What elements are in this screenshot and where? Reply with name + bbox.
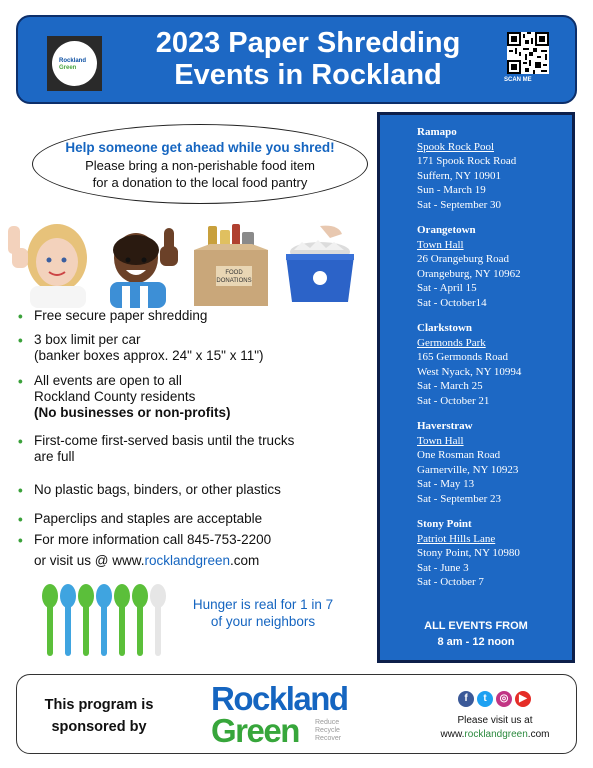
event-hours (380, 618, 572, 650)
bullet-text: No plastic bags, binders, or other plastics (34, 482, 281, 497)
website-suffix: .com (230, 553, 260, 568)
social-icons (458, 691, 538, 709)
list-item (18, 532, 343, 548)
bullet-text: First-come first-served basis until the trucks (34, 433, 295, 448)
event-venue-link[interactable]: Germonds Park (417, 336, 486, 349)
event-town: Haverstraw (417, 420, 473, 432)
bullet-text: All events are open to all (34, 373, 182, 388)
logo-word-green: Green (211, 712, 299, 749)
event-date: Sat - April 15 (417, 282, 477, 295)
box-label-line-1: FOOD (225, 270, 243, 276)
event-venue-link[interactable]: Town Hall (417, 434, 464, 447)
event-date: Sat - October 7 (417, 576, 484, 589)
bullet-icon: • (18, 333, 23, 348)
bullet-text: are full (34, 449, 75, 464)
header-banner (16, 15, 577, 104)
event-hours-line-1: ALL EVENTS FROM (424, 620, 528, 632)
logo-badge (52, 41, 97, 86)
donation-callout (32, 124, 368, 204)
page-title (128, 27, 488, 91)
bullet-icon: • (18, 374, 23, 389)
event-date: Sat - September 30 (417, 198, 502, 211)
sponsor-footer (16, 674, 577, 754)
event-address: 26 Orangeburg Road (417, 253, 510, 266)
logo-text-top: Rockland (59, 58, 87, 64)
spoons-illustration (40, 582, 172, 660)
event-date: Sat - May 13 (417, 478, 475, 491)
event-hours-line-2: 8 am - 12 noon (437, 636, 515, 648)
logo-text-bottom: Green (59, 65, 77, 71)
event-address: Stony Point, NY 10980 (417, 547, 520, 560)
event-city: Orangeburg, NY 10962 (417, 267, 521, 280)
bullet-text: (banker boxes approx. 24" x 15" x 11") (34, 348, 264, 363)
tagline-recycle: Recycle (315, 727, 340, 734)
qr-caption: SCAN ME (504, 77, 532, 83)
event-city: Suffern, NY 10901 (417, 169, 502, 182)
event-date: Sun - March 19 (417, 184, 486, 197)
event-venue-link[interactable]: Spook Rock Pool (417, 140, 495, 153)
event-address: 171 Spook Rock Road (417, 155, 517, 168)
event-date: Sat - June 3 (417, 561, 469, 574)
qr-code[interactable] (507, 32, 549, 74)
list-item (18, 308, 343, 324)
events-schedule-panel (377, 112, 575, 663)
event-town: Stony Point (417, 518, 472, 530)
sponsor-line-2: sponsored by (51, 719, 147, 735)
sponsor-text (39, 694, 159, 738)
boy-thumbs-up-photo (100, 214, 186, 308)
bullet-text-bold: (No businesses or non-profits) (34, 405, 231, 420)
url-accent: rocklandgreen (464, 729, 528, 740)
bullet-icon: • (18, 512, 23, 527)
callout-line-1: Please bring a non-perishable food item (85, 158, 315, 173)
list-item (18, 332, 343, 364)
bullet-text: Free secure paper shredding (34, 308, 208, 323)
title-line-1: 2023 Paper Shredding (155, 27, 461, 59)
hunger-message (178, 596, 348, 630)
girl-thumbs-up-photo (2, 214, 98, 308)
list-item (18, 482, 343, 498)
callout-body (33, 157, 367, 191)
spoon-icon (42, 584, 166, 656)
facebook-icon[interactable]: f (458, 691, 474, 707)
instagram-icon[interactable]: ◎ (496, 691, 512, 707)
rockland-green-footer-logo (211, 681, 401, 751)
twitter-icon[interactable]: t (477, 691, 493, 707)
event-address: 165 Germonds Road (417, 351, 509, 364)
box-label-line-2: DONATIONS (216, 278, 252, 284)
event-city: Garnerville, NY 10923 (417, 463, 519, 476)
recycling-bin-photo (280, 224, 360, 308)
event-town: Clarkstown (417, 322, 473, 334)
event-date: Sat - October 21 (417, 394, 490, 407)
event-date: Sat - March 25 (417, 380, 483, 393)
event-block-clarkstown (417, 321, 521, 409)
bullet-text: 3 box limit per car (34, 332, 141, 347)
bullet-icon: • (18, 434, 23, 449)
visit-label: Please visit us at (457, 715, 533, 726)
event-address: One Rosman Road (417, 449, 501, 462)
callout-headline: Help someone get ahead while you shred! (65, 140, 335, 155)
footer-website-link[interactable] (435, 728, 555, 742)
qr-code-icon (507, 32, 549, 74)
bullet-icon: • (18, 309, 23, 324)
url-suffix: .com (527, 729, 550, 740)
event-block-orangetown (417, 223, 521, 311)
website-accent: rocklandgreen (144, 553, 231, 568)
sponsor-line-1: This program is (44, 697, 154, 713)
hunger-line-2: of your neighbors (210, 614, 316, 629)
list-item (18, 433, 343, 465)
title-line-2: Events in Rockland (174, 59, 442, 91)
list-item (18, 511, 343, 527)
event-date: Sat - October14 (417, 296, 487, 309)
bullet-text: Rockland County residents (34, 389, 196, 404)
logo-word-rockland: Rockland (211, 680, 348, 717)
event-city: West Nyack, NY 10994 (417, 365, 522, 378)
tagline-recover: Recover (315, 735, 342, 742)
event-block-ramapo (417, 125, 516, 213)
event-town: Orangetown (417, 224, 476, 236)
website-line[interactable] (34, 553, 259, 568)
callout-line-2: for a donation to the local food pantry (92, 175, 308, 190)
event-block-haverstraw (417, 419, 518, 507)
hunger-line-1: Hunger is real for 1 in 7 (192, 597, 334, 612)
website-prefix: or visit us @ www. (34, 553, 145, 568)
footer-visit (435, 714, 555, 742)
event-block-stony-point (417, 517, 520, 590)
event-venue-link[interactable]: Patriot Hills Lane (417, 532, 496, 545)
list-item (18, 373, 343, 421)
bullet-text: For more information call 845-753-2200 (34, 532, 272, 547)
event-date: Sat - September 23 (417, 492, 502, 505)
bullet-icon: • (18, 483, 23, 498)
logo-tagline (315, 719, 341, 743)
bullet-text: Paperclips and staples are acceptable (34, 511, 263, 526)
tagline-reduce: Reduce (315, 719, 340, 726)
youtube-icon[interactable]: ▶ (515, 691, 531, 707)
rockland-green-logo (47, 36, 102, 91)
food-donation-box-photo (190, 222, 272, 308)
url-prefix: www. (440, 729, 465, 740)
event-venue-link[interactable]: Town Hall (417, 238, 464, 251)
bullet-icon: • (18, 533, 23, 548)
photo-strip (2, 214, 362, 308)
event-town: Ramapo (417, 126, 457, 138)
